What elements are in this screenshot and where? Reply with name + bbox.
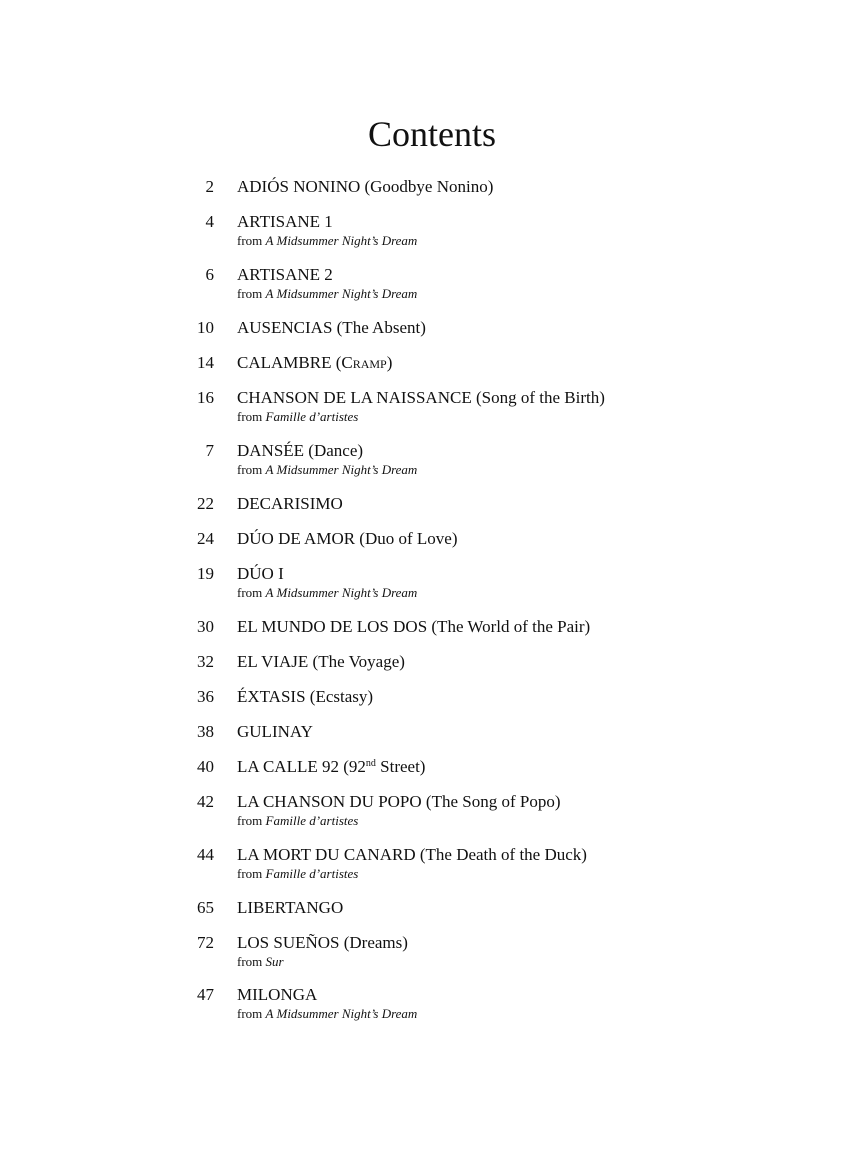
entry-source: [237, 408, 358, 426]
entry-title-end: Street): [375, 757, 426, 776]
page-number: 4: [205, 212, 214, 231]
entry-title-end: ): [386, 353, 393, 372]
page-number: 42: [197, 792, 214, 811]
page-number: 32: [197, 652, 214, 671]
source-prefix: from: [237, 462, 263, 477]
entry-title: [237, 756, 425, 778]
page-number: 47: [197, 985, 214, 1004]
source-work: Sur: [265, 954, 284, 969]
source-prefix: from: [237, 866, 263, 881]
entry-title: ARTISANE 1: [237, 212, 333, 231]
entry-title: LA MORT DU CANARD (The Death of the Duck): [237, 845, 587, 864]
page-number: 16: [197, 388, 214, 407]
entry-title: DÚO I: [237, 564, 284, 583]
page-number: 10: [197, 318, 214, 337]
entry-source: [237, 285, 417, 303]
entry-source: [237, 812, 358, 830]
source-work: Famille d’artistes: [265, 409, 359, 424]
source-work: Famille d’artistes: [265, 866, 359, 881]
entry-source: [237, 461, 417, 479]
entry-source: [237, 584, 417, 602]
page-number: 38: [197, 722, 214, 741]
entry-title: ARTISANE 2: [237, 265, 333, 284]
entry-title: ÉXTASIS (Ecstasy): [237, 687, 374, 706]
source-work: Famille d’artistes: [265, 813, 359, 828]
source-prefix: from: [237, 409, 263, 424]
source-work: A Midsummer Night’s Dream: [265, 233, 418, 248]
entry-title: CHANSON DE LA NAISSANCE (Song of the Birth): [237, 388, 605, 407]
entry-title: LA CHANSON DU POPO (The Song of Popo): [237, 792, 561, 811]
page-number: 19: [197, 564, 214, 583]
page-number: 24: [197, 529, 214, 548]
entry-title: DANSÉE (Dance): [237, 441, 364, 460]
page-number: 7: [205, 441, 214, 460]
page-number: 6: [205, 265, 214, 284]
entry-title: MILONGA: [237, 985, 318, 1004]
entry-title: AUSENCIAS (The Absent): [237, 318, 426, 337]
entry-title-smallcaps: Cramp: [341, 353, 387, 372]
page-number: 40: [197, 757, 214, 776]
ordinal-suffix: nd: [365, 758, 376, 769]
page-number: 72: [197, 933, 214, 952]
page-number: 30: [197, 617, 214, 636]
source-prefix: from: [237, 585, 263, 600]
entry-source: [237, 1005, 417, 1023]
entry-source: [237, 232, 417, 250]
source-work: A Midsummer Night’s Dream: [265, 462, 418, 477]
entry-source: [237, 865, 358, 883]
source-work: A Midsummer Night’s Dream: [265, 286, 418, 301]
entry-title: LIBERTANGO: [237, 898, 344, 917]
page-number: 2: [205, 177, 214, 196]
entry-title: DECARISIMO: [237, 494, 343, 513]
source-prefix: from: [237, 286, 263, 301]
source-prefix: from: [237, 233, 263, 248]
page-number: 14: [197, 353, 214, 372]
source-prefix: from: [237, 813, 263, 828]
source-work: A Midsummer Night’s Dream: [265, 1006, 418, 1021]
entry-title: LOS SUEÑOS (Dreams): [237, 933, 408, 952]
entry-title-main: LA CALLE 92 (92: [237, 757, 366, 776]
source-prefix: from: [237, 954, 263, 969]
entry-title: GULINAY: [237, 722, 313, 741]
source-work: A Midsummer Night’s Dream: [265, 585, 418, 600]
entry-title: EL VIAJE (The Voyage): [237, 652, 405, 671]
entry-source: [237, 953, 284, 971]
page-number: 65: [197, 898, 214, 917]
entry-title: EL MUNDO DE LOS DOS (The World of the Pair): [237, 617, 591, 636]
entry-title: DÚO DE AMOR (Duo of Love): [237, 529, 458, 548]
page-number: 22: [197, 494, 214, 513]
entry-title: ADIÓS NONINO (Goodbye Nonino): [237, 177, 494, 196]
entry-title-main: CALAMBRE (: [237, 353, 342, 372]
page-number: 44: [197, 845, 214, 864]
page-title: Contents: [367, 114, 496, 154]
page-number: 36: [197, 687, 214, 706]
entry-title: [237, 352, 392, 374]
source-prefix: from: [237, 1006, 263, 1021]
